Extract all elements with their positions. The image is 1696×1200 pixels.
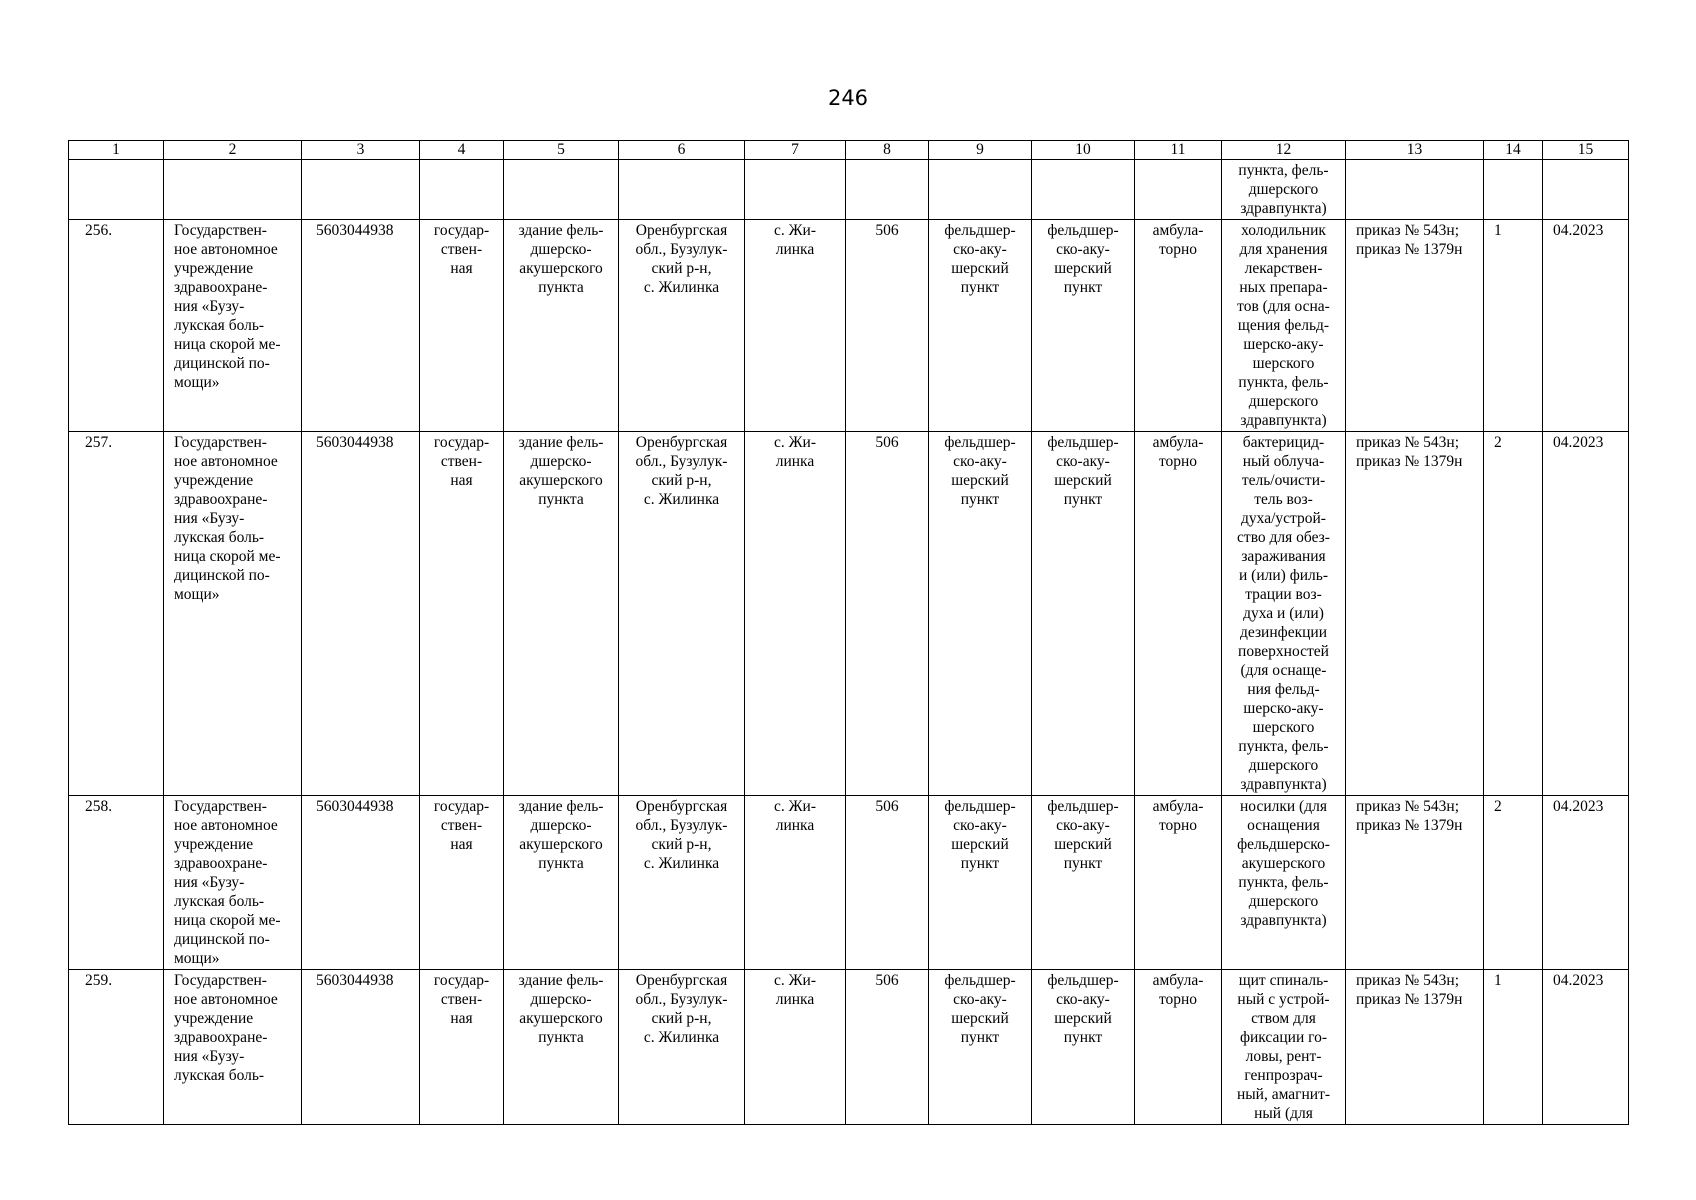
empty-cell: [1135, 160, 1222, 220]
settlement-text: с. Жи- линка: [774, 434, 816, 470]
building-text: здание фель- дшерско- акушерского пункта: [518, 798, 604, 872]
empty-cell: [420, 160, 504, 220]
unit-type-text: фельдшер- ско-аку- шерский пункт: [944, 434, 1016, 508]
building-text: здание фель- дшерско- акушерского пункта: [518, 972, 604, 1046]
care-conditions-text: амбула- торно: [1152, 798, 1204, 834]
equipment-cell: [1222, 796, 1346, 970]
unit-type-cell: [929, 796, 1032, 970]
settlement-cell: [745, 432, 846, 796]
building-cell: [504, 432, 619, 796]
quantity-cell: 1: [1484, 220, 1543, 432]
empty-cell: [1484, 160, 1543, 220]
equipment-text: щит спиналь- ный с устрой- ством для фиксации го- ловы, рент- генпрозрач- ный, амагнит- ный (для: [1236, 972, 1331, 1122]
settlement-text: с. Жи- линка: [774, 798, 816, 834]
date-cell: 04.2023: [1543, 432, 1629, 796]
unit-name-cell: [1032, 970, 1135, 1125]
building-text: здание фель- дшерско- акушерского пункта: [518, 434, 604, 508]
order-text: приказ № 543н; приказ № 1379н: [1356, 798, 1463, 834]
equipment-text: носилки (для оснащения фельдшерско- акушерского пункта, фель- дшерского здравпункта): [1237, 798, 1330, 929]
quantity-cell: 2: [1484, 432, 1543, 796]
header-cell: 3: [302, 141, 420, 160]
equipment-text: пункта, фель- дшерского здравпункта): [1238, 162, 1329, 217]
unit-type-cell: [929, 432, 1032, 796]
building-cell: [504, 220, 619, 432]
header-cell: 14: [1484, 141, 1543, 160]
row-number-cell: 257.: [69, 432, 164, 796]
empty-cell: [69, 160, 164, 220]
empty-cell: [1032, 160, 1135, 220]
table-row: [69, 796, 1629, 970]
header-cell: 2: [164, 141, 302, 160]
building-cell: [504, 970, 619, 1125]
population-cell: 506: [846, 432, 929, 796]
ownership-text: государ- ствен- ная: [433, 798, 490, 853]
empty-cell: [745, 160, 846, 220]
order-cell: [1346, 970, 1484, 1125]
header-cell: 1: [69, 141, 164, 160]
address-text: Оренбургская обл., Бузулук- ский р-н, с. Жилинка: [635, 798, 728, 872]
unit-name-cell: [1032, 432, 1135, 796]
unit-type-cell: [929, 220, 1032, 432]
empty-cell: [619, 160, 745, 220]
inn-cell: 5603044938: [302, 970, 420, 1125]
header-cell: 13: [1346, 141, 1484, 160]
care-conditions-text: амбула- торно: [1152, 434, 1204, 470]
ownership-cell: [420, 796, 504, 970]
inn-cell: 5603044938: [302, 432, 420, 796]
building-text: здание фель- дшерско- акушерского пункта: [518, 222, 604, 296]
ownership-cell: [420, 432, 504, 796]
unit-type-cell: [929, 970, 1032, 1125]
settlement-text: с. Жи- линка: [774, 972, 816, 1008]
header-cell: 6: [619, 141, 745, 160]
quantity-cell: 1: [1484, 970, 1543, 1125]
unit-name-text: фельдшер- ско-аку- шерский пункт: [1047, 972, 1119, 1046]
address-text: Оренбургская обл., Бузулук- ский р-н, с. Жилинка: [635, 222, 728, 296]
order-cell: [1346, 432, 1484, 796]
table-row: [69, 970, 1629, 1125]
header-cell: 4: [420, 141, 504, 160]
building-cell: [504, 796, 619, 970]
order-text: приказ № 543н; приказ № 1379н: [1356, 972, 1463, 1008]
date-cell: 04.2023: [1543, 796, 1629, 970]
ownership-cell: [420, 970, 504, 1125]
care-conditions-cell: [1135, 796, 1222, 970]
organization-text: Государствен- ное автономное учреждение здравоохране- ния «Бузу- лукская боль- ница скорой ме- дицинской по- мощи»: [174, 222, 281, 391]
equipment-cell: [1222, 160, 1346, 220]
order-text: приказ № 543н; приказ № 1379н: [1356, 434, 1463, 470]
equipment-text: холодильник для хранения лекарствен- ных препара- тов (для осна- щения фельд- шерско-аку- шерского пункта, фель- дшерского здравпункта): [1237, 222, 1330, 429]
settlement-cell: [745, 970, 846, 1125]
row-number-cell: 258.: [69, 796, 164, 970]
care-conditions-cell: [1135, 220, 1222, 432]
empty-cell: [846, 160, 929, 220]
register-table: [68, 140, 1629, 1125]
header-cell: 8: [846, 141, 929, 160]
inn-cell: 5603044938: [302, 220, 420, 432]
continuation-row: [69, 160, 1629, 220]
unit-name-text: фельдшер- ско-аку- шерский пункт: [1047, 798, 1119, 872]
care-conditions-text: амбула- торно: [1152, 222, 1204, 258]
address-cell: [619, 432, 745, 796]
ownership-text: государ- ствен- ная: [433, 222, 490, 277]
date-cell: 04.2023: [1543, 220, 1629, 432]
unit-type-text: фельдшер- ско-аку- шерский пункт: [944, 972, 1016, 1046]
header-cell: 9: [929, 141, 1032, 160]
organization-text: Государствен- ное автономное учреждение здравоохране- ния «Бузу- лукская боль- ница скорой ме- дицинской по- мощи»: [174, 434, 281, 603]
care-conditions-cell: [1135, 970, 1222, 1125]
organization-cell: [164, 796, 302, 970]
address-cell: [619, 796, 745, 970]
row-number-cell: 259.: [69, 970, 164, 1125]
population-cell: 506: [846, 220, 929, 432]
ownership-cell: [420, 220, 504, 432]
organization-cell: [164, 220, 302, 432]
header-cell: 12: [1222, 141, 1346, 160]
empty-cell: [504, 160, 619, 220]
unit-name-text: фельдшер- ско-аку- шерский пункт: [1047, 222, 1119, 296]
date-cell: 04.2023: [1543, 970, 1629, 1125]
unit-name-text: фельдшер- ско-аку- шерский пункт: [1047, 434, 1119, 508]
address-cell: [619, 970, 745, 1125]
empty-cell: [302, 160, 420, 220]
empty-cell: [929, 160, 1032, 220]
organization-cell: [164, 432, 302, 796]
page-number: 246: [827, 86, 869, 110]
column-number-row: [69, 141, 1629, 160]
address-cell: [619, 220, 745, 432]
organization-text: Государствен- ное автономное учреждение здравоохране- ния «Бузу- лукская боль- ница скорой ме- дицинской по- мощи»: [174, 798, 281, 967]
ownership-text: государ- ствен- ная: [433, 434, 490, 489]
population-cell: 506: [846, 796, 929, 970]
row-number-cell: 256.: [69, 220, 164, 432]
empty-cell: [1346, 160, 1484, 220]
table-row: [69, 432, 1629, 796]
unit-name-cell: [1032, 796, 1135, 970]
inn-cell: 5603044938: [302, 796, 420, 970]
table-row: [69, 220, 1629, 432]
settlement-cell: [745, 220, 846, 432]
header-cell: 7: [745, 141, 846, 160]
unit-type-text: фельдшер- ско-аку- шерский пункт: [944, 798, 1016, 872]
ownership-text: государ- ствен- ная: [433, 972, 490, 1027]
header-cell: 15: [1543, 141, 1629, 160]
empty-cell: [1543, 160, 1629, 220]
empty-cell: [164, 160, 302, 220]
population-cell: 506: [846, 970, 929, 1125]
equipment-cell: [1222, 220, 1346, 432]
order-cell: [1346, 220, 1484, 432]
unit-type-text: фельдшер- ско-аку- шерский пункт: [944, 222, 1016, 296]
order-text: приказ № 543н; приказ № 1379н: [1356, 222, 1463, 258]
order-cell: [1346, 796, 1484, 970]
settlement-cell: [745, 796, 846, 970]
quantity-cell: 2: [1484, 796, 1543, 970]
equipment-cell: [1222, 970, 1346, 1125]
organization-text: Государствен- ное автономное учреждение здравоохране- ния «Бузу- лукская боль-: [174, 972, 278, 1084]
header-cell: 10: [1032, 141, 1135, 160]
equipment-text: бактерицид- ный облуча- тель/очисти- тель воз- духа/устрой- ство для обез- зараживания и (или) филь- трации воз- духа и (или) дезинфекции поверхностей (для оснаще- ния фельд- шерско-аку- шерского пункта, фель- дшерского здравпункта): [1237, 434, 1330, 793]
header-cell: 11: [1135, 141, 1222, 160]
organization-cell: [164, 970, 302, 1125]
care-conditions-text: амбула- торно: [1152, 972, 1204, 1008]
equipment-cell: [1222, 432, 1346, 796]
settlement-text: с. Жи- линка: [774, 222, 816, 258]
unit-name-cell: [1032, 220, 1135, 432]
address-text: Оренбургская обл., Бузулук- ский р-н, с. Жилинка: [635, 434, 728, 508]
address-text: Оренбургская обл., Бузулук- ский р-н, с. Жилинка: [635, 972, 728, 1046]
header-cell: 5: [504, 141, 619, 160]
care-conditions-cell: [1135, 432, 1222, 796]
